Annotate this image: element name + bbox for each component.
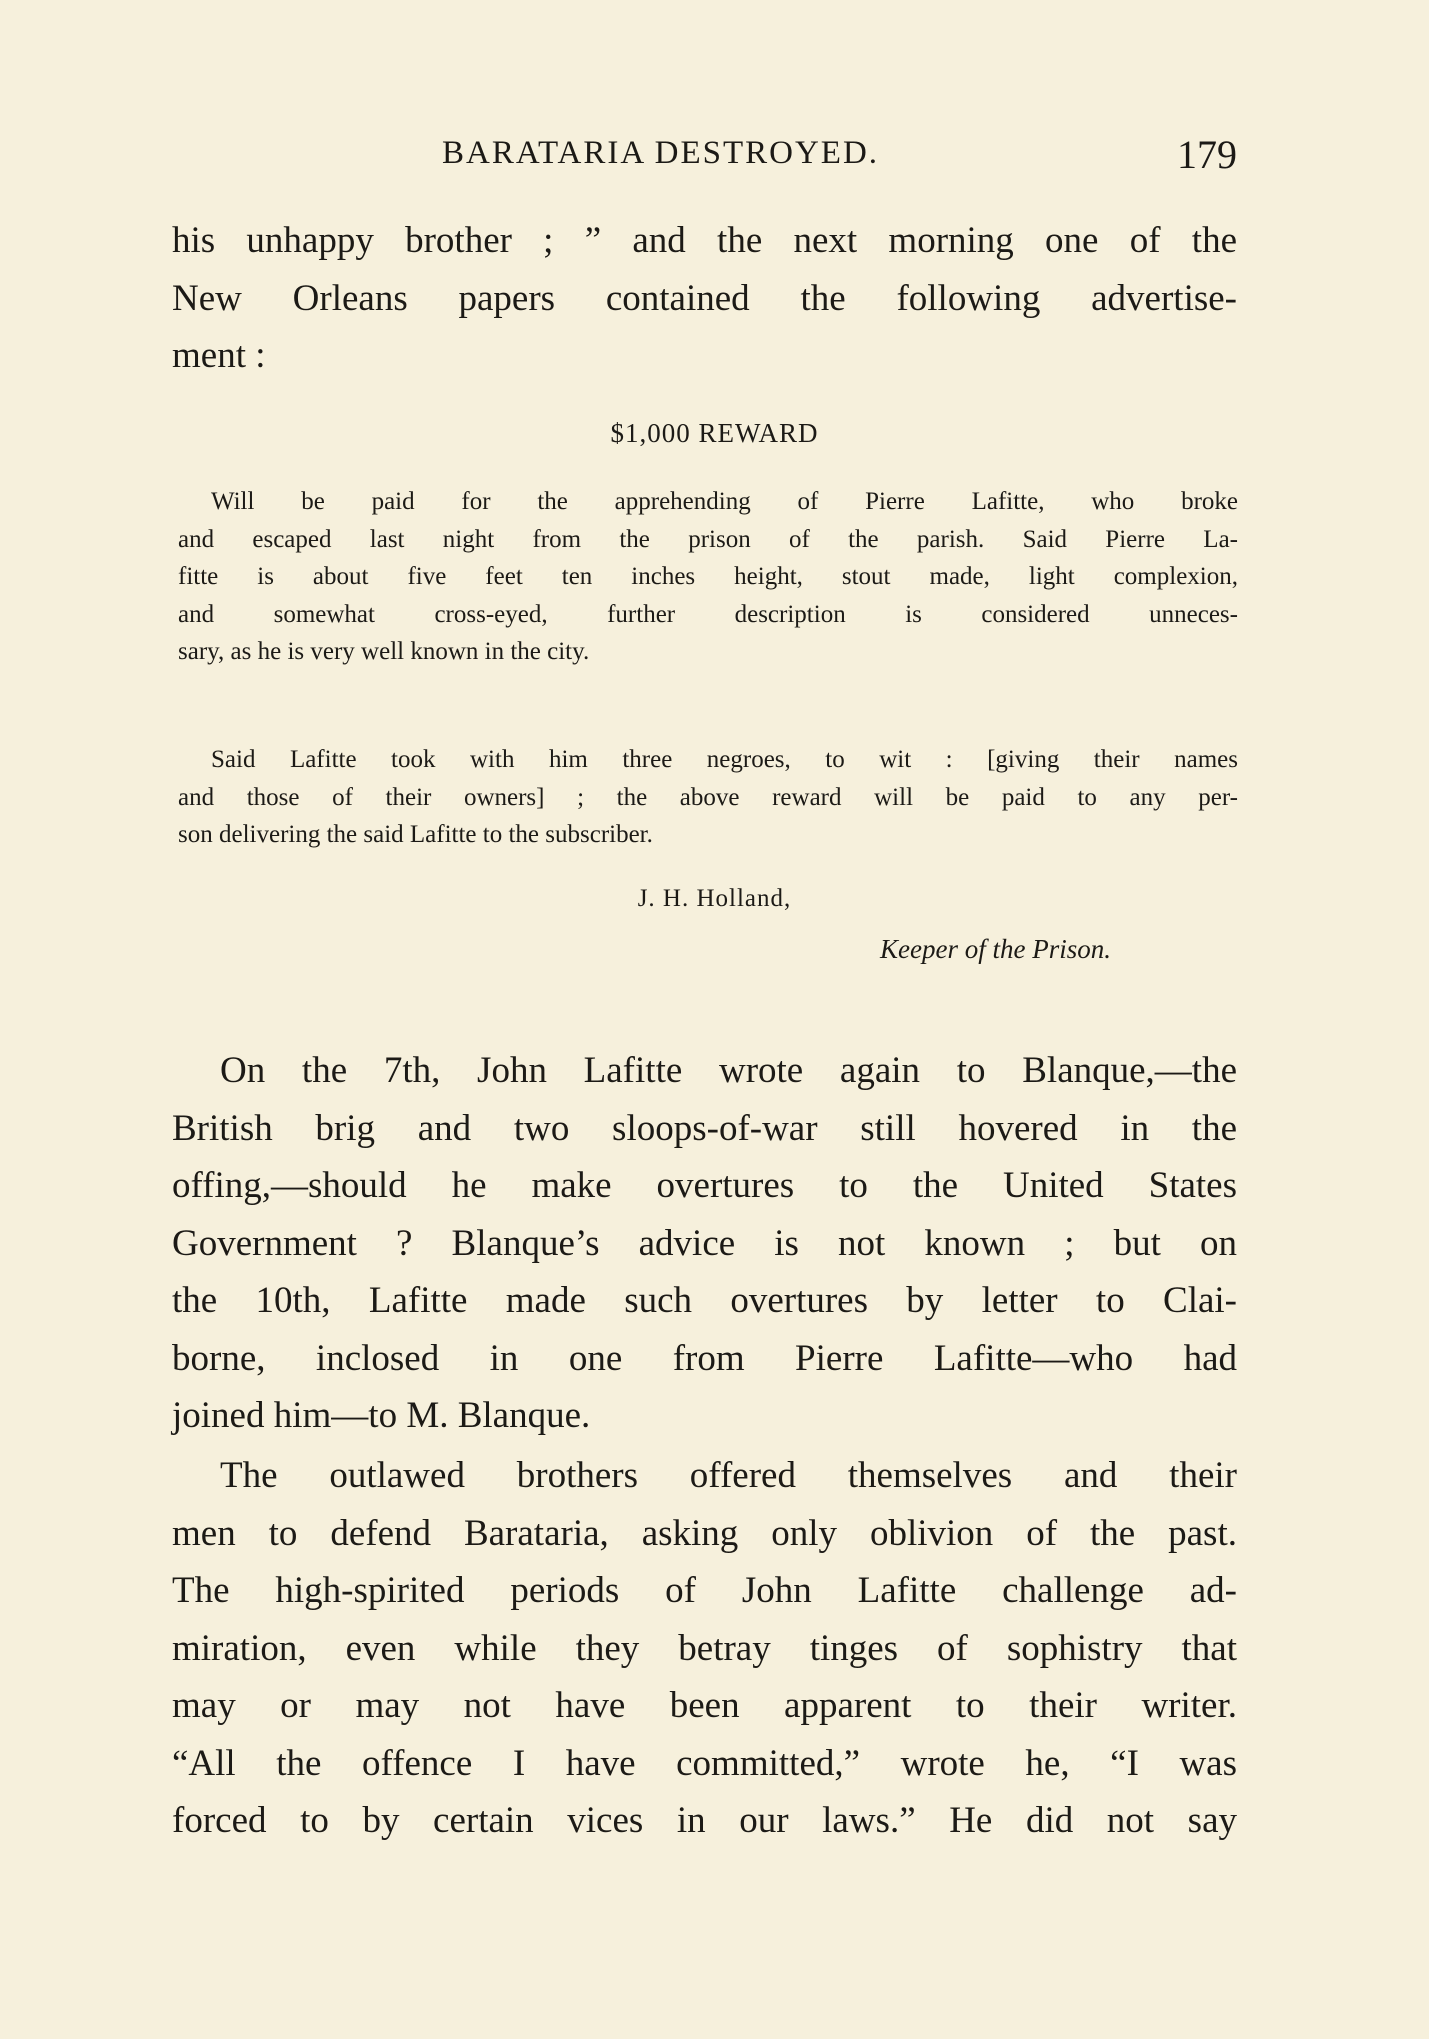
notice-line: and those of their owners] ; the above reward will be paid to any per- xyxy=(178,783,1238,811)
text-line: On the 7th, John Lafitte wrote again to Blanque,—the xyxy=(220,1050,1237,1091)
notice-second-paragraph xyxy=(178,741,1238,854)
notice-body xyxy=(178,483,1238,671)
notice-signature-title: Keeper of the Prison. xyxy=(880,934,1111,964)
text-line: The high-spirited periods of John Lafitte challenge ad- xyxy=(172,1570,1237,1611)
text-line: ment : xyxy=(172,335,266,376)
text-line: Government ? Blanque’s advice is not known ; but on xyxy=(172,1222,1237,1264)
notice-line: Will be paid for the apprehending of Pierre Lafitte, who broke xyxy=(211,488,1238,515)
text-line: offing,—should he make overtures to the United States xyxy=(172,1165,1237,1206)
text-line: joined him—to M. Blanque. xyxy=(172,1395,591,1436)
paragraph-three xyxy=(172,1447,1237,1850)
notice-heading: $1,000 REWARD xyxy=(610,418,819,448)
notice-line: sary, as he is very well known in the city. xyxy=(178,638,590,665)
notice-line: fitte is about five feet ten inches height, stout made, light complexion, xyxy=(178,563,1238,590)
text-line: British brig and two sloops-of-war still hovered in the xyxy=(172,1107,1237,1149)
notice-signature-name: J. H. Holland, xyxy=(637,885,792,912)
text-line: the 10th, Lafitte made such overtures by letter to Clai- xyxy=(172,1280,1237,1321)
paragraph-two xyxy=(172,1042,1237,1445)
text-line: New Orleans papers contained the following advertise- xyxy=(172,277,1237,319)
text-line: The outlawed brothers offered themselves and their xyxy=(220,1455,1237,1496)
text-line: men to defend Barataria, asking only oblivion of the past. xyxy=(172,1512,1237,1554)
text-line: may or may not have been apparent to their writer. xyxy=(172,1685,1237,1726)
text-line: forced to by certain vices in our laws.” He did not say xyxy=(172,1800,1237,1841)
text-line: his unhappy brother ; ” and the next morning one of the xyxy=(172,220,1237,261)
text-line: miration, even while they betray tinges of sophistry that xyxy=(172,1627,1237,1669)
page-number: 179 xyxy=(1177,132,1237,177)
notice-line: Said Lafitte took with him three negroes, to wit : [giving their names xyxy=(211,746,1238,773)
text-line: “All the offence I have committed,” wrote he, “I was xyxy=(172,1742,1237,1784)
text-line: borne, inclosed in one from Pierre Lafitte—who had xyxy=(172,1337,1237,1379)
running-head xyxy=(172,132,1237,185)
running-title: BARATARIA DESTROYED. xyxy=(442,135,880,171)
notice-line: and somewhat cross-eyed, further description is considered unneces- xyxy=(178,600,1238,628)
notice-line: son delivering the said Lafitte to the subscriber. xyxy=(178,821,653,848)
intro-paragraph xyxy=(172,212,1237,385)
notice-line: and escaped last night from the prison of the parish. Said Pierre La- xyxy=(178,525,1238,553)
